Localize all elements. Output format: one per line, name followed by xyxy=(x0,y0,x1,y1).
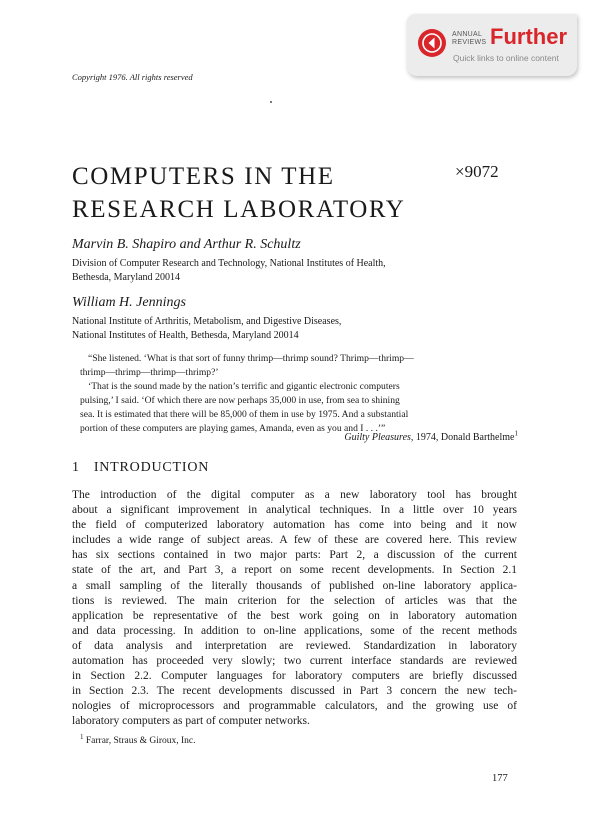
article-title xyxy=(72,160,472,226)
footnote-mark[interactable]: 1 xyxy=(514,429,518,438)
epigraph-line: sea. It is estimated that there will be 85,000 of them in use by 1975. And a substantial xyxy=(80,408,409,420)
further-title[interactable]: Further xyxy=(490,24,567,49)
section-title: INTRODUCTION xyxy=(93,460,210,475)
affiliation-line: Bethesda, Maryland 20014 xyxy=(72,272,181,283)
epigraph-line: pulsing,’ I said. ‘Of which there are now perhaps 35,000 in use, from sea to shining xyxy=(80,394,400,406)
body-text xyxy=(72,488,517,730)
body-line: laboratory computers as part of computer networks. xyxy=(72,715,310,728)
section-heading xyxy=(72,460,209,476)
copyright-notice: Copyright 1976. All rights reserved xyxy=(72,72,193,82)
body-line: state of the art, and Part 3, a report on some recent developments. In Section 2.1 xyxy=(72,564,517,577)
title-line: RESEARCH LABORATORY xyxy=(72,196,406,223)
affiliation-line: Division of Computer Research and Technology, National Institutes of Health, xyxy=(72,258,386,269)
affiliation-line: National Institute of Arthritis, Metabolism, and Digestive Diseases, xyxy=(72,316,342,327)
epigraph-line: ‘That is the sound made by the nation’s terrific and gigantic electronic computers xyxy=(88,380,400,392)
body-line: the field of computerized laboratory automation has come into being and it now xyxy=(72,519,517,532)
body-line: in Section 2.3. The recent developments discussed in Part 3 concern the new tech- xyxy=(72,685,517,698)
epigraph-source-rest: 1974, Donald Barthelme xyxy=(415,432,515,443)
affiliation-line: National Institutes of Health, Bethesda, Maryland 20014 xyxy=(72,330,299,341)
footnote xyxy=(80,732,196,746)
body-line: nologies of microprocessors and programmable calculators, and the growing use of xyxy=(72,700,517,713)
title-line: COMPUTERS IN THE xyxy=(72,163,335,190)
further-badge[interactable] xyxy=(407,14,577,76)
epigraph xyxy=(80,352,517,435)
author-names-1: Marvin B. Shapiro and Arthur R. Schultz xyxy=(72,237,301,252)
body-line: includes a wide range of subject areas. A few of these are covered here. This review xyxy=(72,534,517,547)
body-line: and data processing. In addition to on-line applications, some of the recent methods xyxy=(72,624,517,637)
section-number: 1 xyxy=(72,460,80,475)
footnote-text: Farrar, Straus & Giroux, Inc. xyxy=(85,736,196,746)
paper-code: ×9072 xyxy=(455,162,499,181)
body-line: about a significant improvement in analytical techniques. In a little over 10 years xyxy=(72,504,517,517)
epigraph-line: thrimp—thrimp—thrimp—thrimp?’ xyxy=(80,366,219,378)
epigraph-line: portion of these computers are playing games, Amanda, even as you and I . . .’” xyxy=(80,422,386,434)
body-line: automation has proceeded very slowly; two current interface standards are reviewed xyxy=(72,655,517,668)
epigraph-source-title: Guilty Pleasures, xyxy=(344,432,414,443)
body-line: tions is reviewed. The main criterion for the selection of articles was that the xyxy=(72,594,517,607)
body-line: The introduction of the digital computer as a new laboratory tool has brought xyxy=(72,489,517,501)
further-annual-label: ANNUAL xyxy=(452,31,483,38)
further-reviews-label: REVIEWS xyxy=(452,39,487,46)
arrow-left-circle-icon[interactable] xyxy=(418,29,446,57)
body-line: has six sections contained in two major parts: Part 2, a discussion of the current xyxy=(72,549,517,562)
print-speck xyxy=(270,101,272,103)
further-subtitle: Quick links to online content xyxy=(453,53,559,63)
body-line: of data analysis and interpretation are reviewed. Standardization in laboratory xyxy=(72,639,517,652)
footnote-mark: 1 xyxy=(80,732,84,741)
epigraph-source xyxy=(344,429,518,443)
author-names-2: William H. Jennings xyxy=(72,295,186,310)
body-line: application be representative of the best work going on in laboratory automation xyxy=(72,609,517,622)
body-line: a small sampling of the literally thousands of published on-line laboratory applica- xyxy=(72,579,517,592)
page-number: 177 xyxy=(492,773,508,784)
epigraph-line: “She listened. ‘What is that sort of funny thrimp—thrimp sound? Thrimp—thrimp— xyxy=(88,353,414,364)
body-line: in Section 2.2. Computer languages for laboratory computers are briefly discussed xyxy=(72,670,517,683)
